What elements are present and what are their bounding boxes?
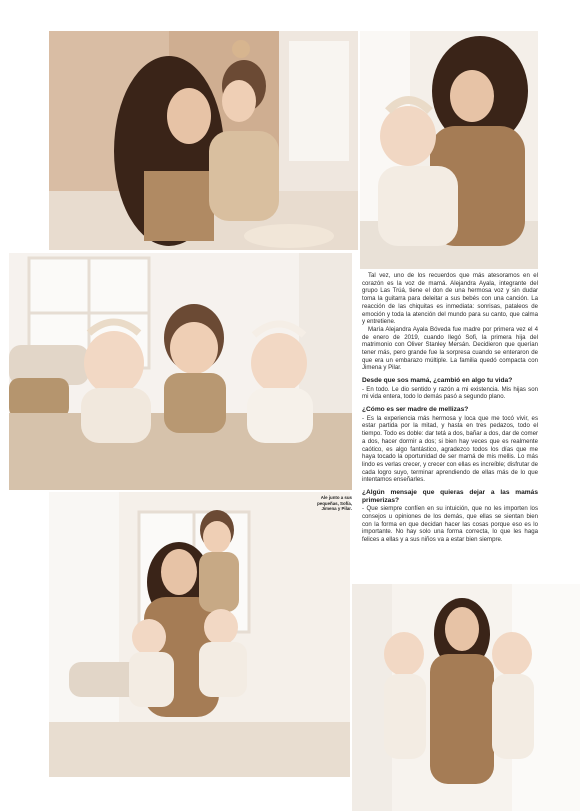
answer-paragraph: - Es la experiencia más hermosa y loca que me tocó vivir, es estar partida por la mitad, y hasta en tres pedazos, todo el tiempo. Todo es doble: dar tetá a dos, bañar a dos, dar de comer a dos, hacer dormir a dos; si bien hay veces que es realmente caótico, es algo fantástico, agradezco todos los días que me haya tocado la oportunidad de ser mamá de mis mellis. Lo más lindo es verlas crecer, y crecer con ellas es increíble; disfrutar de cada logro suyo, terminar aprendiendo de ellas más de lo que intentamos enseñarles. (362, 414, 538, 484)
answer-paragraph: - Que siempre confíen en su intuición, que no les importen los consejos u opiniones de los demás, que ellas se sientan bien con la forma en que decidan hacer las cosas porque eso es lo importante. No hay solo una forma correcta, lo que les haga felices a ellas y a sus niños va a estar bien siempre. (362, 505, 538, 544)
intro-paragraph-1: Tal vez, uno de los recuerdos que más atesoramos en el corazón es la voz de mamá. Alejandra Ayala, integrante del grupo Las Trúá, tiene el don de una hermosa voz y sin dudar toma la guitarra para deleitar a sus bebés con una canción. La reacción de las chiquitas es inmediata: sonrisas, pataleos de emoción y toda la atención del mundo para su canto, que calma y entretiene. (362, 272, 538, 326)
answer-paragraph: - En todo. Le dio sentido y razón a mi existencia. Mis hijas son mi vida entera, todo lo demás pasó a segundo plano. (362, 385, 538, 401)
question-heading: ¿Cómo es ser madre de mellizas? (362, 406, 469, 414)
photo-mother-holding-baby (360, 31, 538, 269)
article-body (362, 272, 538, 544)
caption-line: Ale junto a sus (320, 495, 352, 500)
question-heading: ¿Algún mensaje que quieras dejar a las mamás primerizas? (362, 489, 538, 504)
question-heading: Desde que sos mamá, ¿cambió en algo tu vida? (362, 377, 513, 385)
photo-family-group (49, 492, 350, 777)
caption-line: Jimena y Pilar. (321, 506, 352, 512)
intro-paragraph-2: María Alejandra Ayala Bóveda fue madre por primera vez el 4 de enero de 2019, cuando llegó Sofi, la primera hija del matrimonio con Oliver Stanley Mersán. Decidieron que querían tener más, pero grande fue la sorpresa cuando se enteraron de que era un embarazo múltiple. La familia quedó compacta con Jimena y Pilar. (362, 325, 538, 372)
photo-mother-holding-twins (352, 584, 580, 811)
caption-line: pequeñas, Sofía, (317, 500, 352, 506)
photo-three-girls-on-bed (9, 253, 352, 490)
photo-mother-daughter-kiss (49, 31, 358, 250)
photo-caption (306, 495, 352, 512)
